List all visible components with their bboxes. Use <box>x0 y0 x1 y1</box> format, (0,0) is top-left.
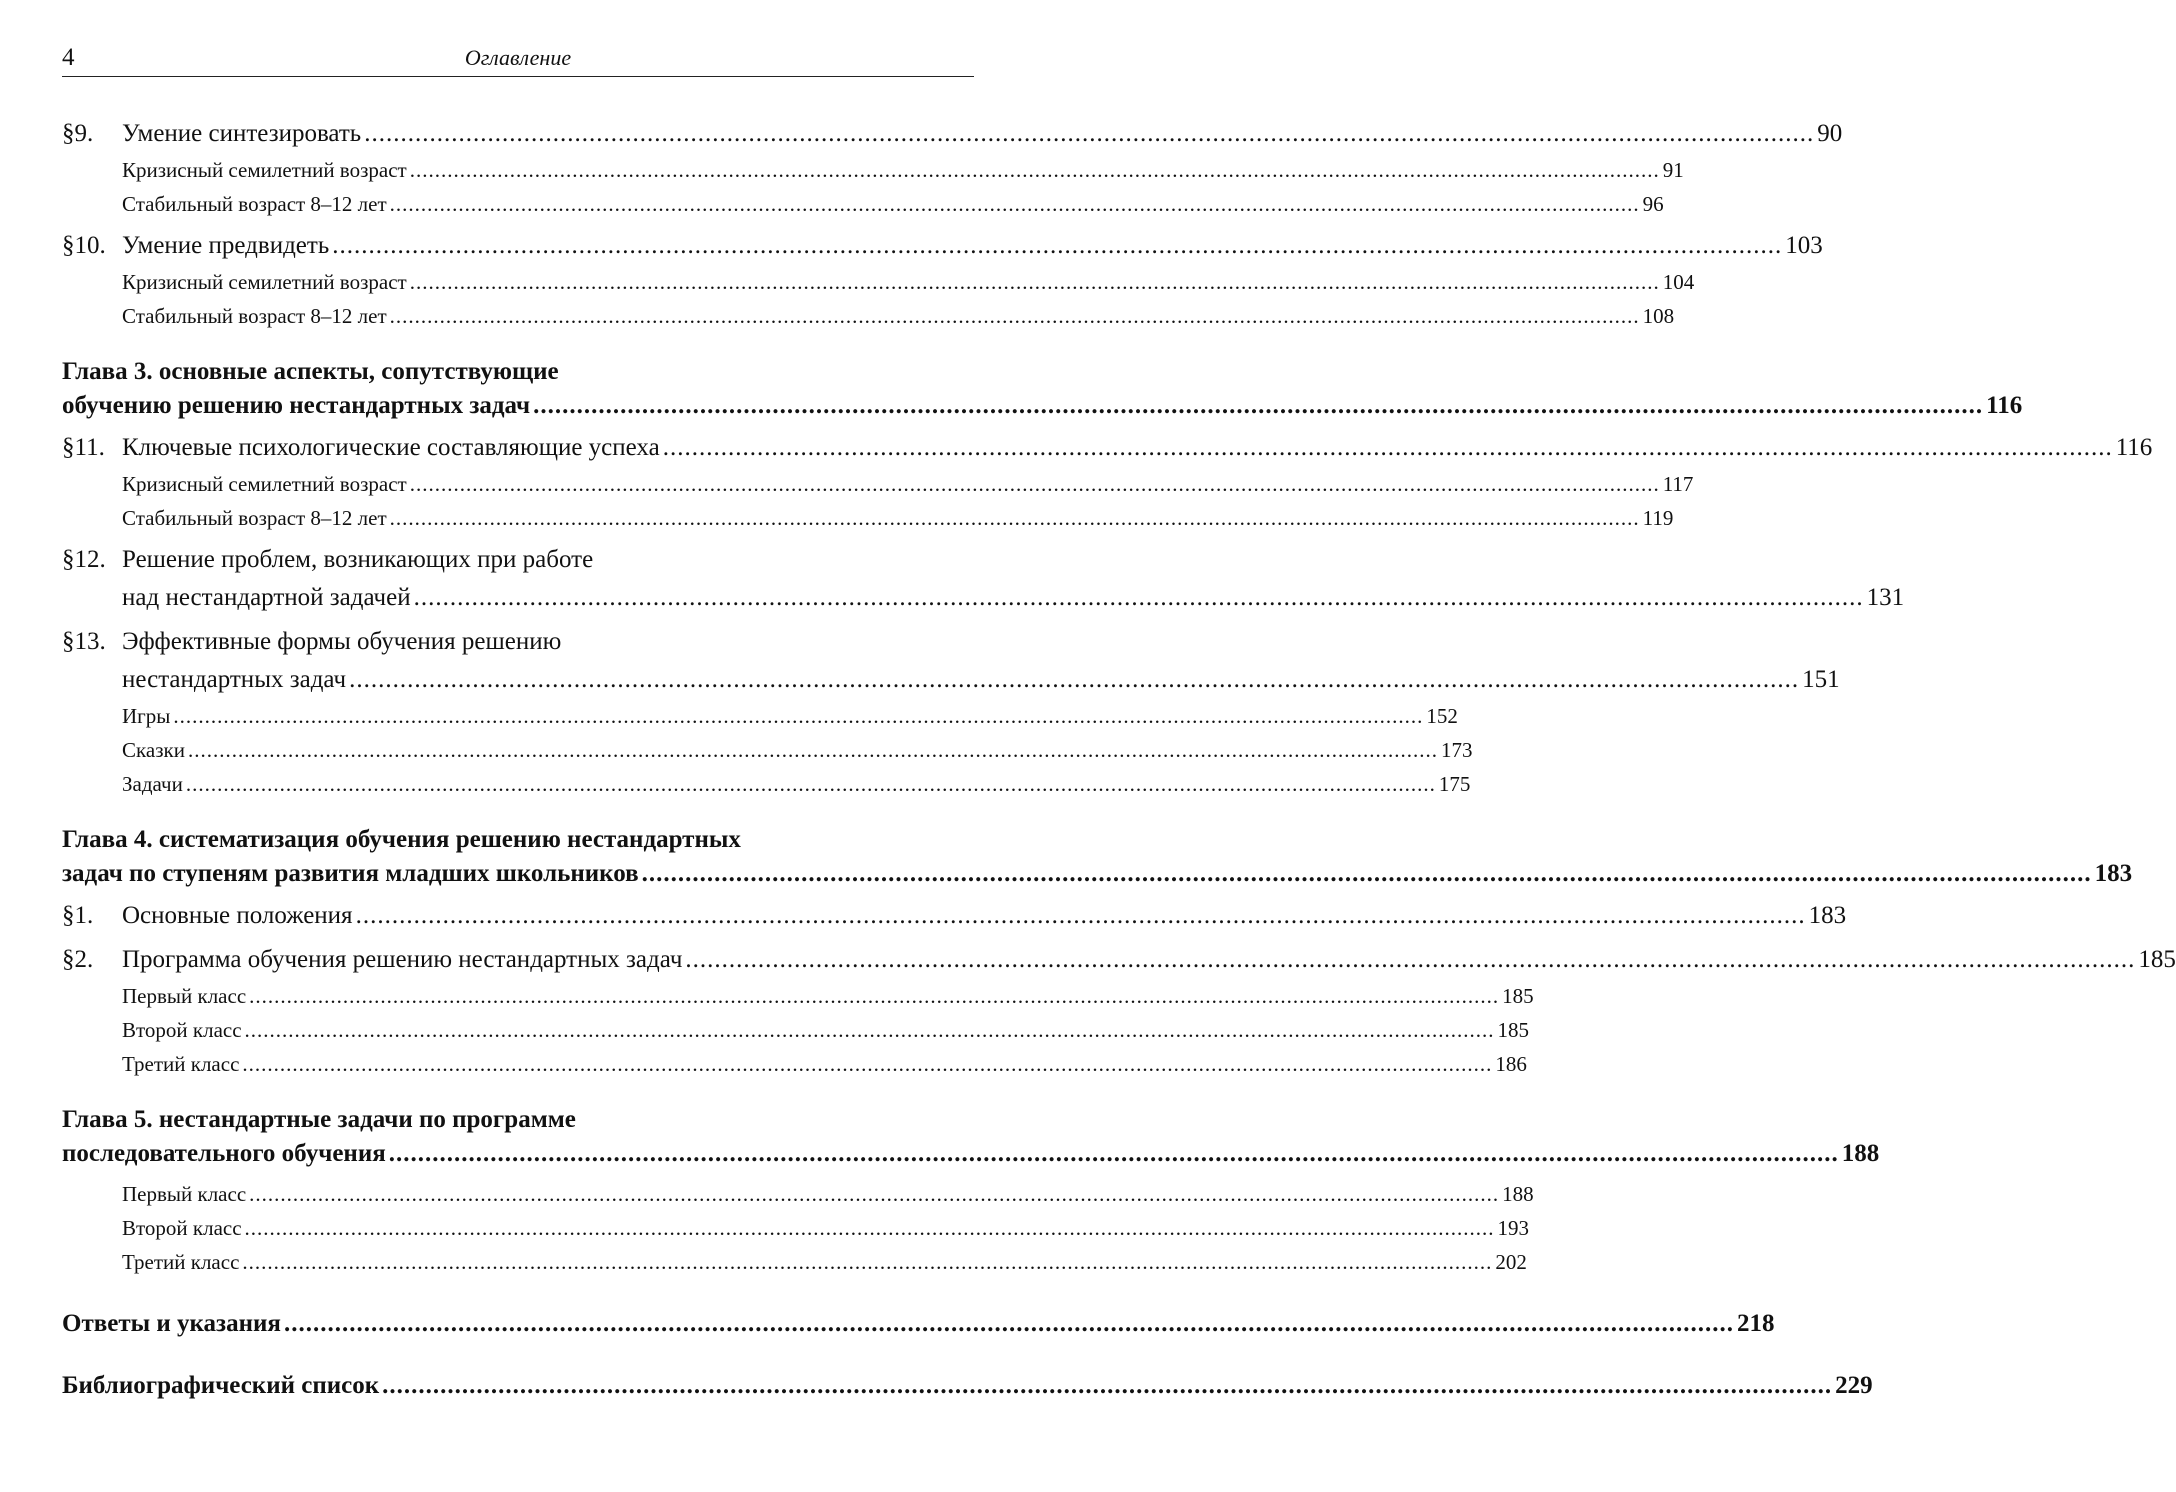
toc-entry-s13[interactable]: §13. Эффективные формы обучения решению нестандартных задач ........................................................................................................................................................................................................ 151 <box>62 628 1840 693</box>
toc-subentry[interactable]: Задачи ........................................................................................................................................................................................................ 175 <box>122 772 1471 796</box>
toc-entry-s10[interactable]: §10. Умение предвидеть ........................................................................................................................................................................................................ 103 <box>62 232 1823 259</box>
toc-subentry[interactable]: Кризисный семилетний возраст ........................................................................................................................................................................................................ 117 <box>122 472 1694 496</box>
toc-subentry[interactable]: Второй класс ........................................................................................................................................................................................................ 193 <box>122 1216 1530 1240</box>
toc-subentry[interactable]: Первый класс ........................................................................................................................................................................................................ 185 <box>122 984 1534 1008</box>
running-title: Оглавление <box>464 45 572 70</box>
toc-subentry[interactable]: Третий класс ........................................................................................................................................................................................................ 186 <box>122 1052 1527 1076</box>
page-number: 4 <box>62 44 75 71</box>
toc-entry-c4s1[interactable]: §1. Основные положения ........................................................................................................................................................................................................ 183 <box>62 902 1847 929</box>
toc-subentry[interactable]: Стабильный возраст 8–12 лет ........................................................................................................................................................................................................ 108 <box>122 304 1675 328</box>
toc-entry-c4s2[interactable]: §2. Программа обучения решению нестандартных задач ........................................................................................................................................................................................................ 185 <box>62 946 2176 973</box>
toc-subentry[interactable]: Третий класс ........................................................................................................................................................................................................ 202 <box>122 1250 1527 1274</box>
toc-entry-s12[interactable]: §12. Решение проблем, возникающих при работе над нестандартной задачей ........................................................................................................................................................................................................ 131 <box>62 546 1905 611</box>
toc-subentry[interactable]: Первый класс ........................................................................................................................................................................................................ 188 <box>122 1182 1534 1206</box>
toc-subentry[interactable]: Сказки ........................................................................................................................................................................................................ 173 <box>122 738 1473 762</box>
toc-bibliography[interactable]: Библиографический список ........................................................................................................................................................................................................ 229 <box>62 1372 1873 1399</box>
toc-subentry[interactable]: Кризисный семилетний возраст ........................................................................................................................................................................................................ 91 <box>122 158 1684 182</box>
toc-subentry[interactable]: Кризисный семилетний возраст ........................................................................................................................................................................................................ 104 <box>122 270 1695 294</box>
page-header <box>62 38 974 77</box>
toc-chapter-4[interactable]: Глава 4. систематизация обучения решению нестандартных задач по ступеням развития младших школьников ........................................................................................................................................................................................................ 183 <box>62 826 2133 887</box>
toc-entry-s11[interactable]: §11. Ключевые психологические составляющие успеха ........................................................................................................................................................................................................ 116 <box>62 434 2153 461</box>
toc-chapter-5[interactable]: Глава 5. нестандартные задачи по программе последовательного обучения ........................................................................................................................................................................................................ 188 <box>62 1106 1880 1167</box>
toc-entry-s9[interactable]: §9. Умение синтезировать ........................................................................................................................................................................................................ 90 <box>62 120 1843 147</box>
toc-subentry[interactable]: Стабильный возраст 8–12 лет ........................................................................................................................................................................................................ 119 <box>122 506 1674 530</box>
table-of-contents <box>62 115 2176 1403</box>
toc-subentry[interactable]: Стабильный возраст 8–12 лет ........................................................................................................................................................................................................ 96 <box>122 192 1664 216</box>
toc-chapter-3[interactable]: Глава 3. основные аспекты, сопутствующие обучению решению нестандартных задач ........................................................................................................................................................................................................ 116 <box>62 358 2023 419</box>
toc-subentry[interactable]: Игры ........................................................................................................................................................................................................ 152 <box>122 704 1458 728</box>
toc-subentry[interactable]: Второй класс ........................................................................................................................................................................................................ 185 <box>122 1018 1530 1042</box>
toc-answers[interactable]: Ответы и указания ........................................................................................................................................................................................................ 218 <box>62 1310 1775 1337</box>
